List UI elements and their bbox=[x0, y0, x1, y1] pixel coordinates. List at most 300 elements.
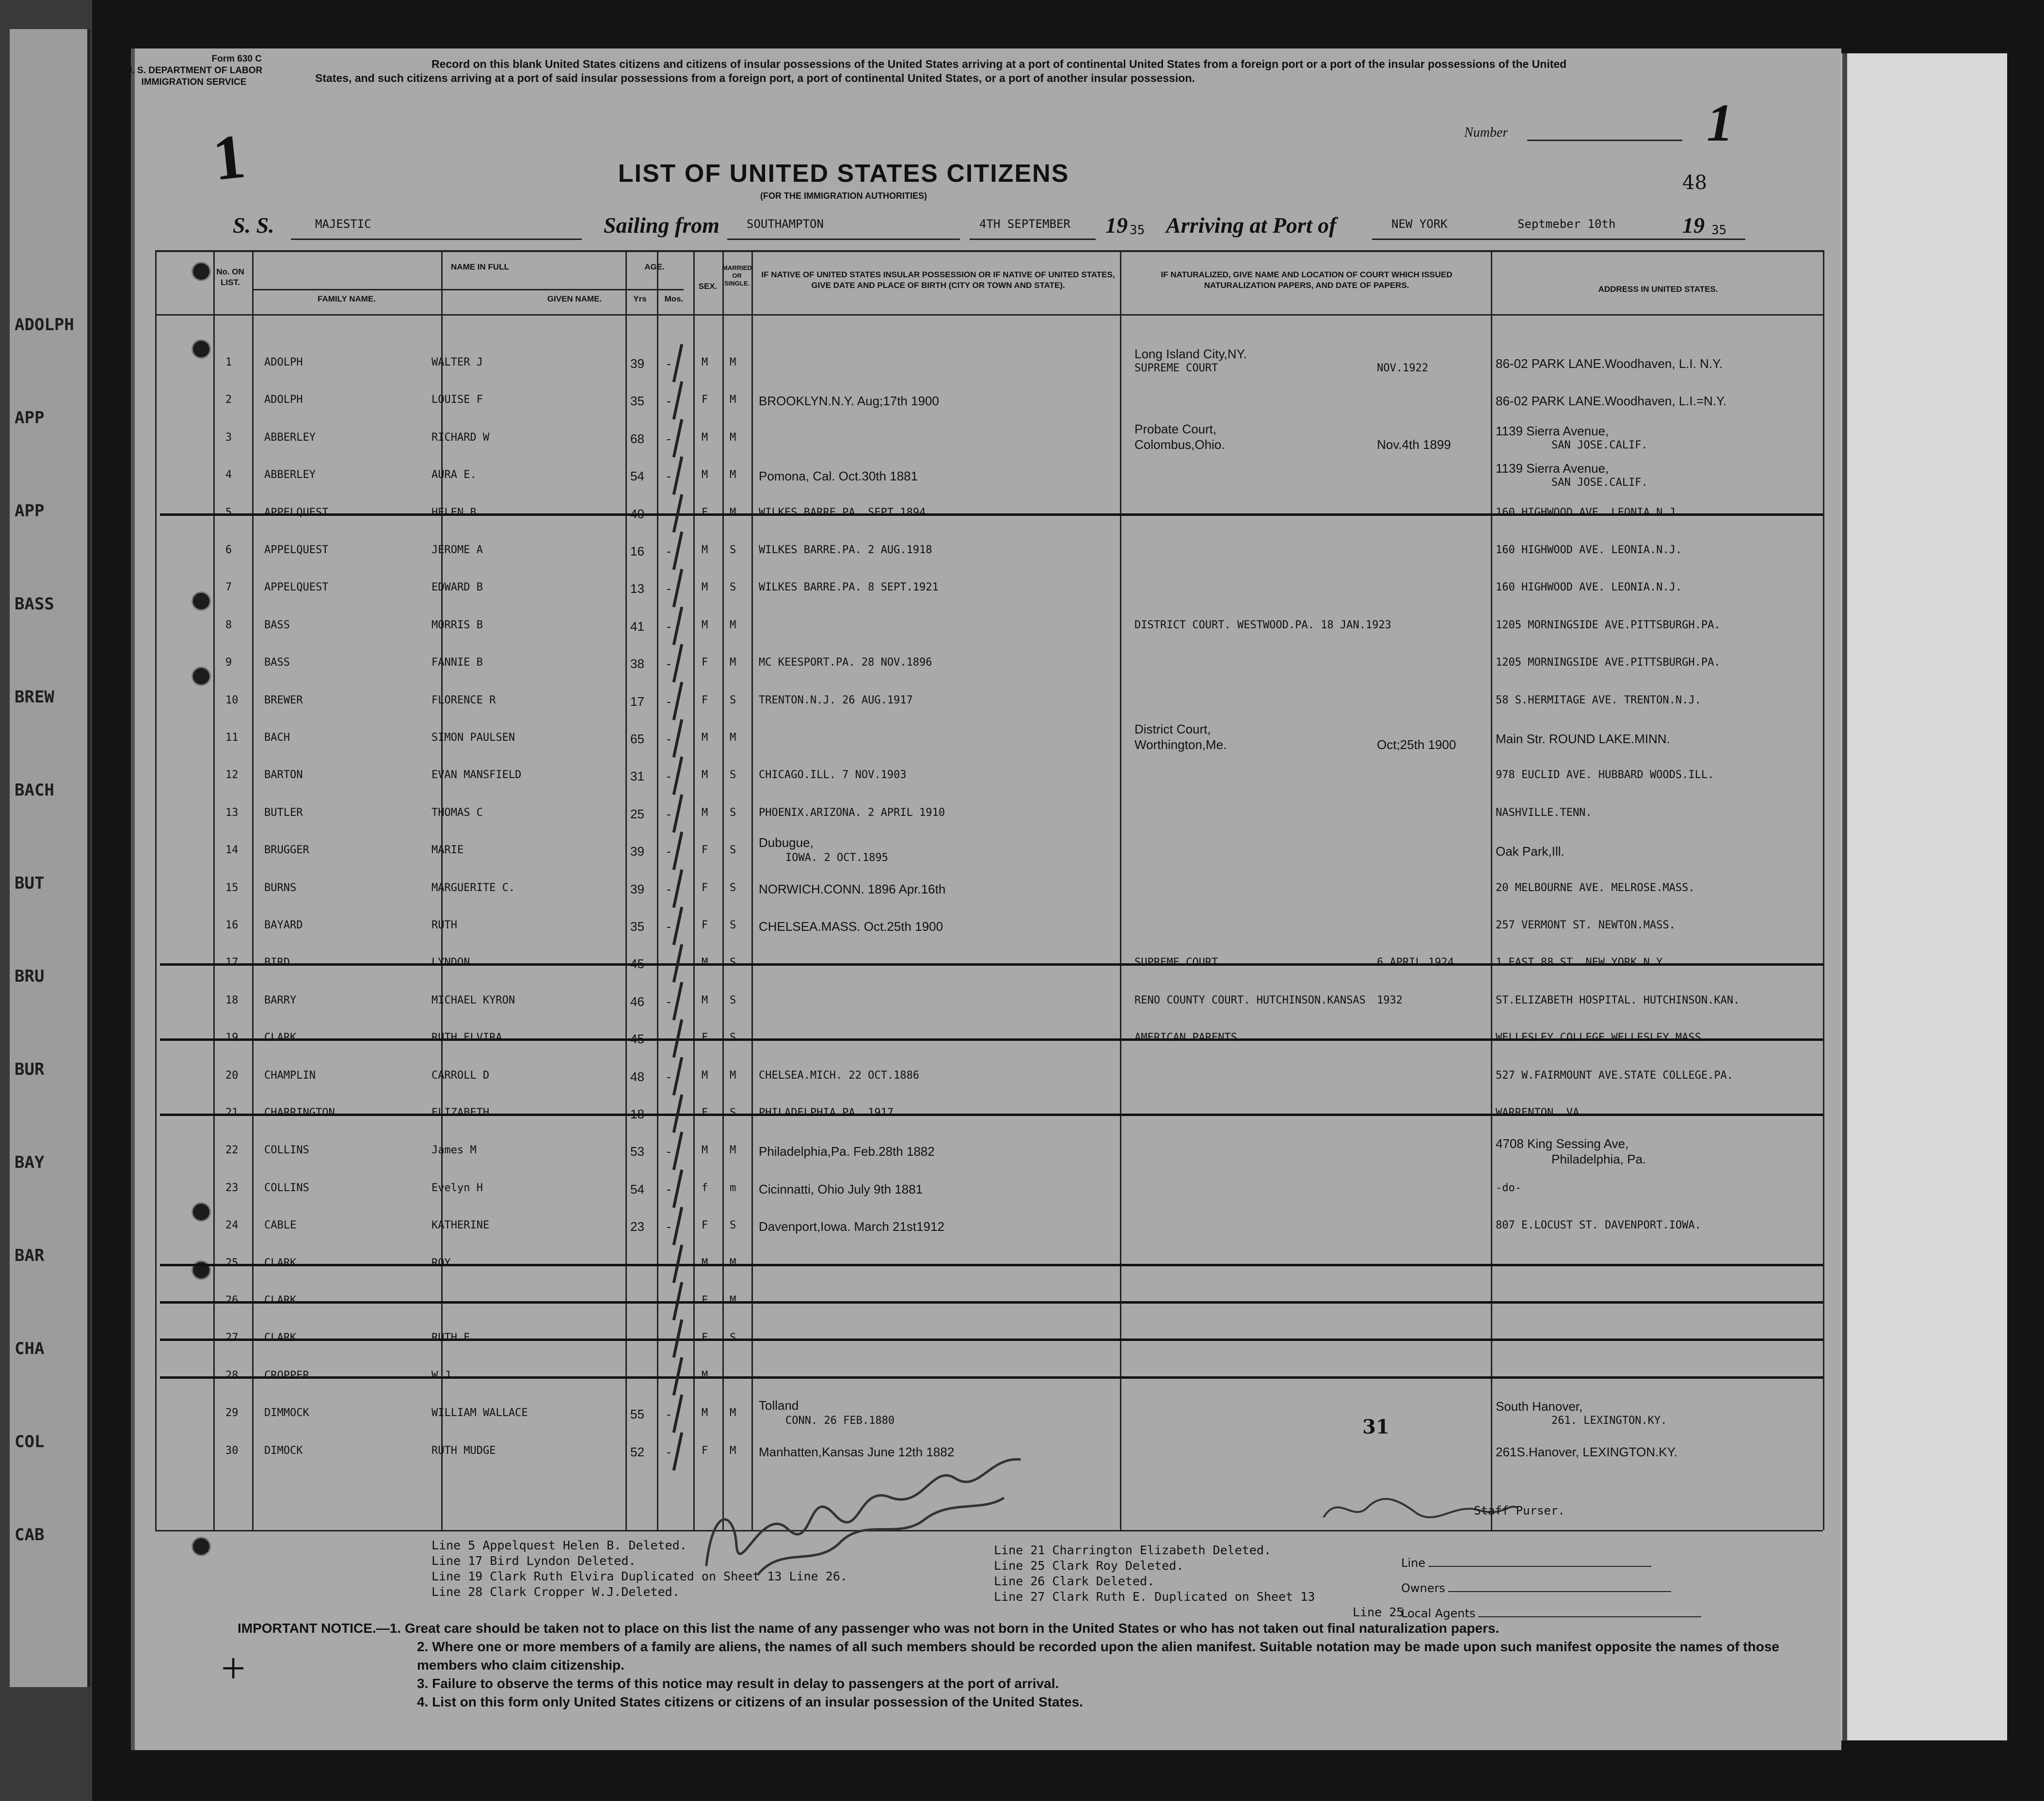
strike-through-line bbox=[160, 1339, 1823, 1341]
notice-item-3: 3. Failure to observe the terms of this notice may result in delay to passengers at the port of arrival. bbox=[417, 1676, 1059, 1691]
age-years: 48 bbox=[630, 1069, 644, 1084]
birth-place-date: Pomona, Cal. Oct.30th 1881 bbox=[759, 469, 918, 484]
row-number: 10 bbox=[225, 694, 239, 706]
sex: M bbox=[702, 469, 708, 481]
line-label: Line bbox=[1401, 1556, 1426, 1570]
age-years: 39 bbox=[630, 356, 644, 371]
row-number: 1 bbox=[225, 356, 232, 368]
age-years: 53 bbox=[630, 1144, 644, 1159]
column-rule bbox=[625, 250, 627, 1530]
sex: M bbox=[702, 1144, 708, 1157]
family-name: BASS bbox=[264, 656, 290, 669]
binder-hole bbox=[192, 591, 211, 611]
adjacent-page-label: BREW bbox=[15, 687, 54, 707]
naturalization-court: SUPREME COURT bbox=[1134, 956, 1218, 969]
sex: F bbox=[702, 694, 708, 706]
marital-status: S bbox=[730, 881, 736, 894]
birth-place-date: CHELSEA.MICH. 22 OCT.1886 bbox=[759, 1069, 920, 1082]
given-name: FLORENCE R bbox=[431, 694, 496, 706]
given-name: W J bbox=[431, 1369, 451, 1382]
ship-name: MAJESTIC bbox=[315, 217, 371, 231]
age-months: - bbox=[667, 844, 671, 859]
adjacent-page-label: COL bbox=[15, 1432, 45, 1451]
sex: F bbox=[702, 1032, 708, 1044]
given-name: RICHARD W bbox=[431, 431, 490, 444]
notice-item-4: 4. List on this form only United States citizens or citizens of an insular possession of the United States. bbox=[417, 1694, 1083, 1709]
marital-status: M bbox=[730, 656, 736, 669]
col-naturalized: IF NATURALIZED, GIVE NAME AND LOCATION OF COURT WHICH ISSUED NATURALIZATION PAPERS, AND DATE OF PAPERS. bbox=[1161, 270, 1453, 290]
address: 257 VERMONT ST. NEWTON.MASS. bbox=[1496, 919, 1676, 931]
binder-hole bbox=[192, 667, 211, 686]
marital-status: S bbox=[730, 994, 736, 1006]
address-2: 261. LEXINGTON.KY. bbox=[1551, 1415, 1667, 1427]
sex: F bbox=[702, 844, 708, 857]
age-months: - bbox=[667, 619, 671, 634]
row-number: 11 bbox=[225, 732, 239, 744]
local-agents-label: Local Agents bbox=[1401, 1607, 1476, 1620]
sex: M bbox=[702, 732, 708, 744]
family-name: BASS bbox=[264, 619, 290, 631]
age-months: - bbox=[667, 1257, 671, 1272]
year-from-suffix: 35 bbox=[1130, 223, 1145, 238]
row-number: 16 bbox=[225, 919, 239, 931]
sex: F bbox=[702, 1444, 708, 1457]
address-2: SAN JOSE.CALIF. bbox=[1551, 477, 1648, 489]
sailing-date: 4TH SEPTEMBER bbox=[979, 217, 1070, 231]
local-agents-field bbox=[1401, 1607, 1701, 1620]
year-to-suffix: 35 bbox=[1711, 223, 1727, 238]
sex: M bbox=[702, 769, 708, 781]
age-months: - bbox=[667, 1294, 671, 1309]
address: South Hanover, bbox=[1496, 1399, 1583, 1414]
age-months: - bbox=[667, 1181, 671, 1196]
age-years: 13 bbox=[630, 581, 644, 596]
age-years: 54 bbox=[630, 469, 644, 484]
address-2: SAN JOSE.CALIF. bbox=[1551, 439, 1648, 451]
naturalization-date: 1932 bbox=[1377, 994, 1403, 1006]
sex: F bbox=[702, 506, 708, 519]
age-months: - bbox=[667, 469, 671, 484]
column-rule bbox=[693, 250, 695, 1530]
given-name: James M bbox=[431, 1144, 477, 1157]
family-name: COLLINS bbox=[264, 1144, 309, 1157]
col-sex: SEX. bbox=[698, 282, 718, 291]
row-number: 14 bbox=[225, 844, 239, 857]
given-name: WILLIAM WALLACE bbox=[431, 1407, 528, 1419]
age-years: 31 bbox=[630, 769, 644, 784]
marital-status: S bbox=[730, 694, 736, 706]
column-rule bbox=[722, 250, 724, 1530]
marital-status: S bbox=[730, 1332, 736, 1344]
naturalization-court-2: Worthington,Me. bbox=[1134, 737, 1227, 752]
age-years: 16 bbox=[630, 544, 644, 558]
notice-item-1 bbox=[238, 1619, 1813, 1638]
address: 86-02 PARK LANE.Woodhaven, L.I.=N.Y. bbox=[1496, 394, 1727, 409]
important-notice bbox=[238, 1619, 1813, 1711]
sex: F bbox=[702, 656, 708, 669]
age-months: - bbox=[667, 1107, 671, 1121]
column-rule bbox=[155, 250, 157, 1530]
age-months: - bbox=[667, 1332, 671, 1347]
birth-place-date-2: IOWA. 2 OCT.1895 bbox=[785, 852, 888, 864]
row-number: 3 bbox=[225, 431, 232, 444]
age-months: - bbox=[667, 1219, 671, 1234]
given-name: THOMAS C bbox=[431, 806, 483, 819]
binder-hole bbox=[192, 262, 211, 281]
naturalization-court: Probate Court, bbox=[1134, 421, 1217, 436]
age-years: 45 bbox=[630, 1032, 644, 1047]
given-name: Evelyn H bbox=[431, 1181, 483, 1194]
adjacent-page-label: BAY bbox=[15, 1153, 45, 1172]
birth-place-date: Tolland bbox=[759, 1398, 799, 1413]
row-number: 26 bbox=[225, 1294, 239, 1307]
deletion-notes-right bbox=[994, 1543, 1404, 1620]
col-yrs: Yrs bbox=[633, 294, 647, 303]
sex: M bbox=[702, 1257, 708, 1269]
birth-place-date: MC KEESPORT.PA. 28 NOV.1896 bbox=[759, 656, 932, 669]
sex: M bbox=[702, 356, 708, 368]
row-number: 6 bbox=[225, 544, 232, 556]
given-name: EVAN MANSFIELD bbox=[431, 769, 522, 781]
address: 160 HIGHWOOD AVE. LEONIA.N.J. bbox=[1496, 544, 1682, 556]
age-years: 55 bbox=[630, 1407, 644, 1422]
age-months: - bbox=[667, 694, 671, 709]
marital-status: M bbox=[730, 394, 736, 406]
col-address: ADDRESS IN UNITED STATES. bbox=[1598, 285, 1718, 294]
family-name: APPELQUEST bbox=[264, 506, 329, 519]
sex: F bbox=[702, 881, 708, 894]
address: 261S.Hanover, LEXINGTON.KY. bbox=[1496, 1444, 1677, 1459]
sex: F bbox=[702, 919, 708, 931]
family-name: APPELQUEST bbox=[264, 544, 329, 556]
family-name: CHARRINGTON bbox=[264, 1107, 335, 1119]
deletion-note: Line 25 Clark Roy Deleted. bbox=[994, 1559, 1184, 1573]
adjacent-page-label: APP bbox=[15, 408, 45, 428]
number-value: 1 bbox=[1707, 93, 1733, 152]
column-rule bbox=[252, 250, 254, 1530]
address: 1139 Sierra Avenue, bbox=[1496, 423, 1609, 438]
arriving-label: Arriving at Port of bbox=[1166, 213, 1337, 238]
given-name: ELIZABETH bbox=[431, 1107, 490, 1119]
year-to: 19 bbox=[1682, 213, 1705, 238]
naturalization-court-2: Colombus,Ohio. bbox=[1134, 437, 1225, 452]
family-name: CABLE bbox=[264, 1219, 297, 1232]
number-label: Number bbox=[1464, 125, 1508, 140]
age-years: 23 bbox=[630, 1219, 644, 1234]
binder-hole bbox=[192, 339, 211, 359]
sex: F bbox=[702, 1332, 708, 1344]
row-number: 12 bbox=[225, 769, 239, 781]
deletion-note: Line 5 Appelquest Helen B. Deleted. bbox=[431, 1538, 687, 1552]
family-name: ADOLPH bbox=[264, 394, 303, 406]
age-months: - bbox=[667, 394, 671, 409]
given-name: MARGUERITE C. bbox=[431, 881, 515, 894]
given-name: MICHAEL KYRON bbox=[431, 994, 515, 1006]
family-name: CROPPER bbox=[264, 1369, 309, 1382]
address: 86-02 PARK LANE.Woodhaven, L.I. N.Y. bbox=[1496, 356, 1723, 371]
sex: F bbox=[702, 1294, 708, 1307]
col-name-in-full: NAME IN FULL bbox=[451, 262, 509, 271]
birth-place-date: WILKES BARRE.PA. 2 AUG.1918 bbox=[759, 544, 932, 556]
given-name: JEROME A bbox=[431, 544, 483, 556]
marital-status: S bbox=[730, 806, 736, 819]
birth-place-date: Cicinnatti, Ohio July 9th 1881 bbox=[759, 1181, 923, 1196]
row-number: 28 bbox=[225, 1369, 239, 1382]
row-number: 20 bbox=[225, 1069, 239, 1082]
binder-hole bbox=[192, 1537, 211, 1556]
family-name: CLARK bbox=[264, 1032, 297, 1044]
age-months: - bbox=[667, 356, 671, 371]
birth-place-date: CHICAGO.ILL. 7 NOV.1903 bbox=[759, 769, 907, 781]
family-name: CLARK bbox=[264, 1332, 297, 1344]
naturalization-date: NOV.1922 bbox=[1377, 362, 1428, 374]
family-name: BAYARD bbox=[264, 919, 303, 931]
sailing-from: SOUTHAMPTON bbox=[747, 217, 824, 231]
sex: F bbox=[702, 1219, 708, 1232]
family-name: BURNS bbox=[264, 881, 297, 894]
marital-status: S bbox=[730, 919, 736, 931]
ss-label: S. S. bbox=[233, 213, 274, 238]
year-from: 19 bbox=[1105, 213, 1128, 238]
address: 1205 MORNINGSIDE AVE.PITTSBURGH.PA. bbox=[1496, 619, 1721, 631]
adjacent-page-label: CHA bbox=[15, 1339, 45, 1358]
count-note: 31 bbox=[1362, 1416, 1389, 1438]
age-years: 39 bbox=[630, 881, 644, 896]
address: WARRENTON. VA. bbox=[1496, 1107, 1586, 1119]
marital-status: M bbox=[730, 431, 736, 444]
notice-lead: IMPORTANT NOTICE.—1. bbox=[238, 1621, 401, 1636]
page-number: 48 bbox=[1682, 172, 1707, 194]
age-years: 40 bbox=[630, 506, 644, 521]
address: ST.ELIZABETH HOSPITAL. HUTCHINSON.KAN. bbox=[1496, 994, 1740, 1006]
birth-place-date: Manhatten,Kansas June 12th 1882 bbox=[759, 1444, 955, 1459]
age-years: 45 bbox=[630, 956, 644, 972]
strike-through-line bbox=[160, 1038, 1823, 1041]
marital-status: M bbox=[730, 356, 736, 368]
adjacent-page-label: BUT bbox=[15, 874, 45, 893]
age-years: 68 bbox=[630, 431, 644, 446]
age-months: - bbox=[667, 1144, 671, 1159]
adjacent-page-label: APP bbox=[15, 501, 45, 521]
sex: M bbox=[702, 544, 708, 556]
arrival-port: NEW YORK bbox=[1391, 217, 1448, 231]
given-name: RUTH MUDGE bbox=[431, 1444, 496, 1457]
age-years: 35 bbox=[630, 394, 644, 409]
owners-field bbox=[1401, 1581, 1671, 1595]
row-number: 22 bbox=[225, 1144, 239, 1157]
sailing-label: Sailing from bbox=[604, 213, 720, 238]
age-months: - bbox=[667, 1407, 671, 1422]
department: U. S. DEPARTMENT OF LABOR bbox=[125, 65, 263, 76]
strike-through-line bbox=[160, 513, 1823, 516]
birth-place-date: WILKES BARRE.PA. SEPT.1894 bbox=[759, 506, 926, 519]
adjacent-page-label: BRU bbox=[15, 967, 45, 986]
age-months: - bbox=[667, 769, 671, 784]
sex: M bbox=[702, 1069, 708, 1082]
birth-place-date: Dubugue, bbox=[759, 835, 814, 850]
given-name: RUTH bbox=[431, 919, 457, 931]
address: 4708 King Sessing Ave, bbox=[1496, 1136, 1629, 1151]
from-line bbox=[727, 239, 960, 240]
row-number: 24 bbox=[225, 1219, 239, 1232]
age-years: 18 bbox=[630, 1107, 644, 1121]
port-line bbox=[1372, 239, 1745, 240]
age-years: 17 bbox=[630, 694, 644, 709]
deletion-note: Line 28 Clark Cropper W.J.Deleted. bbox=[431, 1585, 680, 1599]
address: 1139 Sierra Avenue, bbox=[1496, 461, 1609, 476]
family-name: APPELQUEST bbox=[264, 581, 329, 594]
age-months: - bbox=[667, 956, 671, 972]
address: NASHVILLE.TENN. bbox=[1496, 806, 1592, 819]
age-years: 52 bbox=[630, 1444, 644, 1459]
marital-status: S bbox=[730, 956, 736, 969]
family-name: ADOLPH bbox=[264, 356, 303, 368]
given-name: KATHERINE bbox=[431, 1219, 490, 1232]
birth-place-date: PHILADELPHIA.PA. 1917 bbox=[759, 1107, 894, 1119]
row-number: 4 bbox=[225, 469, 232, 481]
adjacent-page-label: BAR bbox=[15, 1246, 45, 1265]
age-years: 54 bbox=[630, 1181, 644, 1196]
family-name: CLARK bbox=[264, 1294, 297, 1307]
adjacent-page-label: BUR bbox=[15, 1060, 45, 1079]
marital-status: M bbox=[730, 469, 736, 481]
sex: F bbox=[702, 1107, 708, 1119]
address-2: Philadelphia, Pa. bbox=[1551, 1152, 1646, 1167]
adjacent-page-label: ADOLPH bbox=[15, 315, 74, 335]
adjacent-page-label: BACH bbox=[15, 781, 54, 800]
marital-status: M bbox=[730, 619, 736, 631]
deletion-note: Line 17 Bird Lyndon Deleted. bbox=[431, 1554, 636, 1568]
naturalization-court: Long Island City,NY. bbox=[1134, 347, 1247, 361]
marital-status: S bbox=[730, 1107, 736, 1119]
row-number: 29 bbox=[225, 1407, 239, 1419]
number-line bbox=[1527, 140, 1682, 141]
family-name: COLLINS bbox=[264, 1181, 309, 1194]
strike-through-line bbox=[160, 1376, 1823, 1379]
row-number: 5 bbox=[225, 506, 232, 519]
sex: M bbox=[702, 1407, 708, 1419]
naturalization-court: District Court, bbox=[1134, 722, 1211, 736]
marital-status: S bbox=[730, 581, 736, 594]
line-blank bbox=[1428, 1566, 1651, 1567]
given-name: LYNDON bbox=[431, 956, 470, 969]
birth-place-date: Davenport,Iowa. March 21st1912 bbox=[759, 1219, 944, 1234]
given-name: EDWARD B bbox=[431, 581, 483, 594]
age-months: - bbox=[667, 1069, 671, 1084]
birth-place-date-2: CONN. 26 FEB.1880 bbox=[785, 1415, 895, 1427]
binder-hole bbox=[192, 1202, 211, 1222]
naturalization-court: RENO COUNTY COURT. HUTCHINSON.KANSAS bbox=[1134, 994, 1366, 1006]
col-no: No. ON LIST. bbox=[216, 267, 244, 287]
strike-through-line bbox=[160, 1264, 1823, 1266]
row-number: 25 bbox=[225, 1257, 239, 1269]
given-name: MORRIS B bbox=[431, 619, 483, 631]
age-years: 38 bbox=[630, 656, 644, 671]
marital-status: M bbox=[730, 732, 736, 744]
row-number: 7 bbox=[225, 581, 232, 594]
row-number: 13 bbox=[225, 806, 239, 819]
family-name: BARRY bbox=[264, 994, 297, 1006]
birth-place-date: Philadelphia,Pa. Feb.28th 1882 bbox=[759, 1144, 935, 1159]
row-number: 2 bbox=[225, 394, 232, 406]
birth-place-date: BROOKLYN.N.Y. Aug;17th 1900 bbox=[759, 394, 939, 409]
form-number: Form 630 C bbox=[211, 54, 262, 64]
sex: M bbox=[702, 431, 708, 444]
age-months: - bbox=[667, 1444, 671, 1459]
marital-status: M bbox=[730, 506, 736, 519]
row-number: 8 bbox=[225, 619, 232, 631]
marital-status: S bbox=[730, 844, 736, 857]
age-months: - bbox=[667, 881, 671, 896]
arrival-date: Septmeber 10th bbox=[1517, 217, 1616, 231]
naturalization-date: 6 APRIL 1924 bbox=[1377, 956, 1454, 969]
marital-status: M bbox=[730, 1294, 736, 1307]
age-months: - bbox=[667, 732, 671, 746]
age-months: - bbox=[667, 656, 671, 671]
address: WELLESLEY COLLEGE.WELLESLEY.MASS. bbox=[1496, 1032, 1708, 1044]
family-name: BACH bbox=[264, 732, 290, 744]
row-number: 18 bbox=[225, 994, 239, 1006]
strike-through-line bbox=[160, 963, 1823, 966]
age-months: - bbox=[667, 431, 671, 446]
age-years: 65 bbox=[630, 732, 644, 746]
family-name: DIMMOCK bbox=[264, 1407, 309, 1419]
adjacent-page-label: BASS bbox=[15, 594, 54, 614]
record-instructions: Record on this blank United States citizens and citizens of insular possessions of the United States arriving at a port of continental United States from a foreign port or a port of the insular possessions of the United States, and such citizens arriving at a port of said insular possessions from a foreign port, a port of continental United States, or a port of another insular possession. bbox=[315, 58, 1567, 84]
naturalization-court-2: SUPREME COURT bbox=[1134, 362, 1218, 374]
age-months: - bbox=[667, 1369, 671, 1384]
column-rule bbox=[1491, 250, 1492, 1530]
page-subtitle: (FOR THE IMMIGRATION AUTHORITIES) bbox=[760, 191, 927, 201]
marital-status: S bbox=[730, 544, 736, 556]
age-months: - bbox=[667, 919, 671, 934]
col-mos: Mos. bbox=[664, 294, 684, 303]
address: 20 MELBOURNE AVE. MELROSE.MASS. bbox=[1496, 881, 1695, 894]
family-name: BREWER bbox=[264, 694, 303, 706]
family-name: BUTLER bbox=[264, 806, 303, 819]
col-given-name: GIVEN NAME. bbox=[547, 294, 602, 303]
col-family-name: FAMILY NAME. bbox=[318, 294, 376, 303]
birth-place-date: PHOENIX.ARIZONA. 2 APRIL 1910 bbox=[759, 806, 945, 819]
row-number: 23 bbox=[225, 1181, 239, 1194]
given-name: WALTER J bbox=[431, 356, 483, 368]
age-years: 41 bbox=[630, 619, 644, 634]
age-months: - bbox=[667, 544, 671, 558]
family-name: DIMOCK bbox=[264, 1444, 303, 1457]
column-rule bbox=[1120, 250, 1121, 1530]
header-rule bbox=[155, 314, 1823, 316]
row-number: 21 bbox=[225, 1107, 239, 1119]
given-name: MARIE bbox=[431, 844, 464, 857]
row-number: 17 bbox=[225, 956, 239, 969]
given-name: RUTH ELVIRA bbox=[431, 1032, 502, 1044]
marital-status: S bbox=[730, 1032, 736, 1044]
col-age: AGE. bbox=[644, 262, 665, 271]
adjacent-page-label: CAB bbox=[15, 1525, 45, 1545]
sex: f bbox=[702, 1181, 708, 1194]
age-years: 39 bbox=[630, 844, 644, 859]
address: 978 EUCLID AVE. HUBBARD WOODS.ILL. bbox=[1496, 769, 1714, 781]
local-agents-blank bbox=[1478, 1616, 1701, 1617]
deletion-notes-left bbox=[431, 1538, 847, 1600]
age-years: 35 bbox=[630, 919, 644, 934]
address: 58 S.HERMITAGE AVE. TRENTON.N.J. bbox=[1496, 694, 1701, 706]
address: 160 HIGHWOOD AVE. LEONIA.N.J. bbox=[1496, 581, 1682, 594]
ship-line bbox=[291, 239, 582, 240]
marital-status: M bbox=[730, 1444, 736, 1457]
line-field bbox=[1401, 1556, 1651, 1570]
address: 160 HIGHWOOD AVE. LEONIA.N.J. bbox=[1496, 506, 1682, 519]
